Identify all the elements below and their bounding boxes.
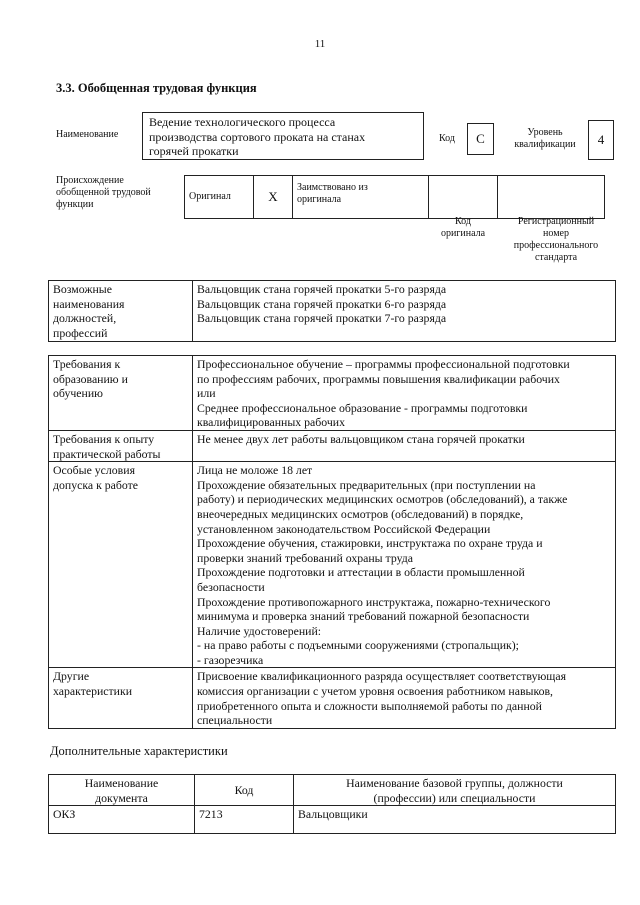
origin-table <box>184 175 605 219</box>
positions-table <box>48 280 616 342</box>
header-doc: Наименование документа <box>49 775 195 806</box>
code-label: Код <box>439 133 455 144</box>
positions-list <box>193 281 616 342</box>
requirement-value: Лица не моложе 18 лет Прохождение обязательных предварительных (при поступлении на работу) и периодических медицинских осмотров (обследований), а также внеочередных медицинских осмотров (обследований) в порядке, установленном законодательством Российской Федерации Прохождение обучения, стажировки, инструктажа по охране труда и проверки знаний требований охраны труда Прохождение подготовки и аттестации в области промышленной безопасности Прохождение противопожарного инструктажа, пожарно-технического минимума и проверка знаний требований пожарной безопасности Наличие удостоверений: - на право работы с подъемными сооружениями (стропальщик); - газорезчика <box>193 462 616 668</box>
requirement-row-conditions <box>49 462 616 668</box>
reg-number-cell <box>498 176 605 219</box>
additional-table <box>48 774 616 834</box>
page-number: 11 <box>314 38 326 50</box>
requirement-row-education <box>49 356 616 431</box>
position-item: Вальцовщик стана горячей прокатки 6-го разряда <box>197 296 447 311</box>
requirement-row-other <box>49 668 616 728</box>
level-label-line: квалификации <box>514 139 576 150</box>
origin-label: Происхождение обобщенной трудовой функции <box>56 175 151 210</box>
requirement-row-experience <box>49 430 616 461</box>
code-original-caption: Код оригинала <box>440 216 486 239</box>
requirement-value: Не менее двух лет работы вальцовщиком стана горячей прокатки <box>193 430 616 461</box>
header-group: Наименование базовой группы, должности (профессии) или специальности <box>294 775 616 806</box>
header-code: Код <box>195 775 294 806</box>
requirement-value: Присвоение квалификационного разряда осуществляет соответствующая комиссия организации с учетом уровня освоения работником навыков, приобретенного опыта и сложности выполняемой работы по данной специальности <box>193 668 616 728</box>
code-original-cell <box>429 176 498 219</box>
level-label-line: Уровень <box>527 127 563 138</box>
requirement-label: Требования к образованию и обучению <box>49 356 193 431</box>
requirement-label: Особые условия допуска к работе <box>49 462 193 668</box>
original-mark: X <box>254 176 293 219</box>
function-name-line: производства сортового проката на станах <box>149 129 366 144</box>
function-name-line: Ведение технологического процесса <box>149 115 336 129</box>
reg-number-caption: Регистрационный номер профессионального стандарта <box>513 216 599 263</box>
code-value: C <box>467 123 494 155</box>
requirement-label: Требования к опыту практической работы <box>49 430 193 461</box>
function-name-line: горячей прокатки <box>149 144 239 158</box>
requirement-label: Другие характеристики <box>49 668 193 728</box>
original-label: Оригинал <box>185 176 254 219</box>
row-name: Вальцовщики <box>294 806 616 834</box>
position-item: Вальцовщик стана горячей прокатки 5-го разряда <box>197 282 447 296</box>
positions-label: Возможные наименования должностей, профессий <box>49 281 193 342</box>
borrowed-label: Заимствовано из оригинала <box>293 176 429 219</box>
section-title: 3.3. Обобщенная трудовая функция <box>56 81 257 95</box>
function-name-box <box>142 112 424 160</box>
requirements-table <box>48 355 616 729</box>
level-label <box>505 127 585 151</box>
level-value: 4 <box>588 120 614 160</box>
additional-title: Дополнительные характеристики <box>50 744 228 758</box>
row-code: 7213 <box>195 806 294 834</box>
name-label: Наименование <box>56 129 119 140</box>
requirement-value: Профессиональное обучение – программы профессиональной подготовки по профессиям рабочих, программы повышения квалификации рабочих или Среднее профессиональное образование - программы подготовки квалифицированных рабочих <box>193 356 616 431</box>
position-item: Вальцовщик стана горячей прокатки 7-го разряда <box>197 311 447 326</box>
additional-header-row <box>49 775 616 806</box>
table-row <box>49 806 616 834</box>
row-doc: ОКЗ <box>49 806 195 834</box>
